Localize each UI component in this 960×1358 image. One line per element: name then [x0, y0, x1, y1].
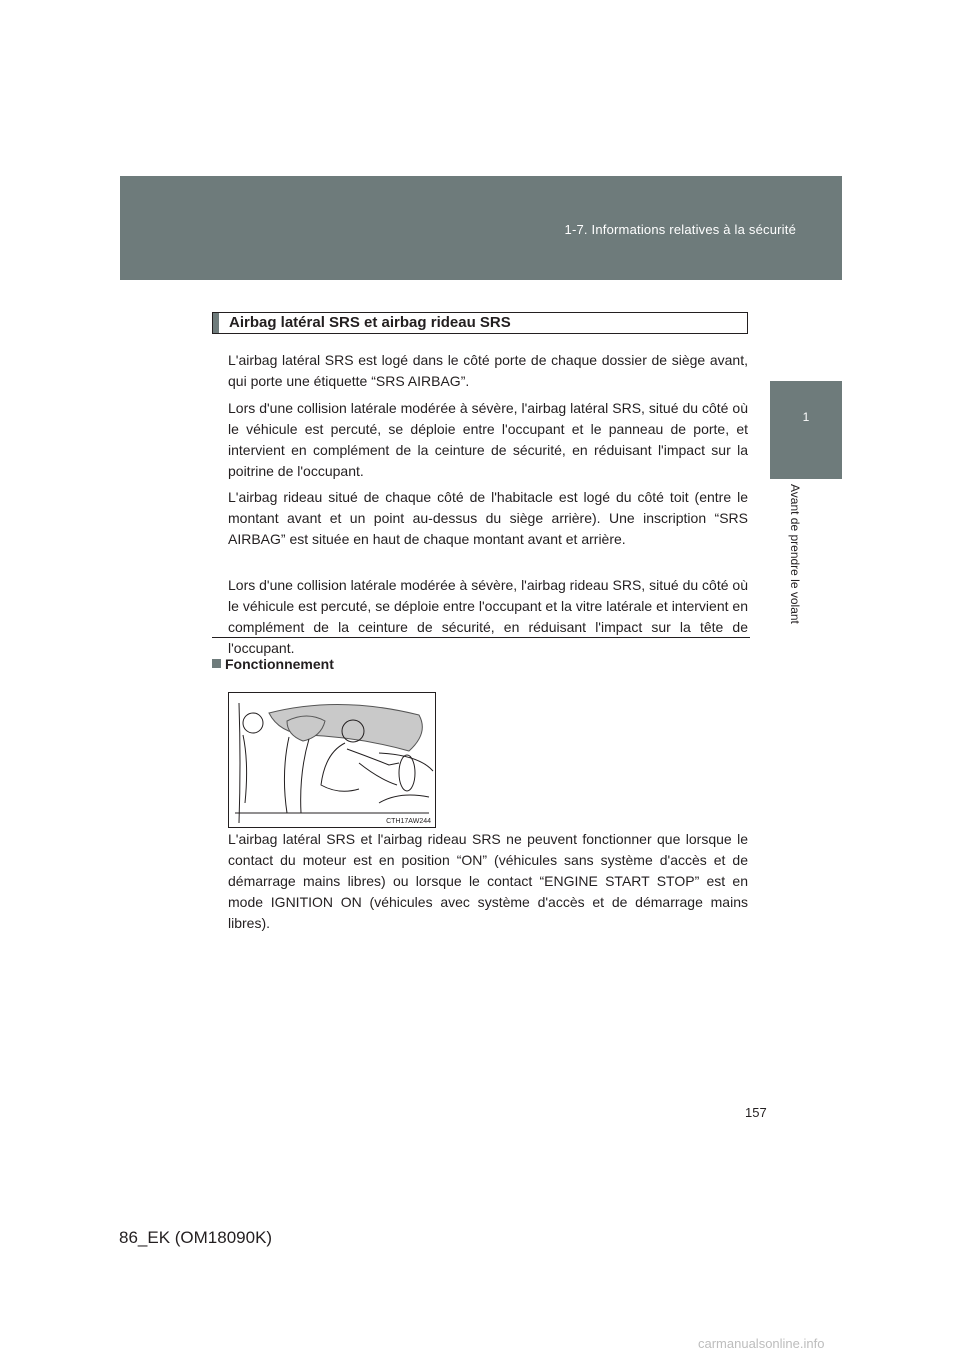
paragraph: L'airbag latéral SRS et l'airbag rideau SRS ne peuvent fonctionner que lorsque le contact du moteur est en position “ON” (véhicules sans système d'accès et de démarrage mains libres) ou lorsque le contact “ENGINE START STOP” est en mode IGNITION ON (véhicules avec système d'accès et de démarrage mains libres).: [228, 831, 748, 931]
section-heading-box: [212, 312, 748, 334]
header-band: [120, 176, 842, 280]
paragraph: Lors d'une collision latérale modérée à sévère, l'airbag latéral SRS, situé du côté où le véhicule est percuté, se déploie entre l'occupant et le panneau de porte, et intervient en complément de la ceinture de sécurité, en réduisant l'impact sur la poitrine de l'occupant.: [228, 400, 748, 479]
page-number: 157: [745, 1105, 767, 1120]
chapter-label: Avant de prendre le volant: [788, 484, 802, 624]
airbag-illustration: [228, 692, 436, 828]
section-divider: [212, 637, 750, 638]
document-code: 86_EK (OM18090K): [119, 1228, 273, 1247]
subsection-heading: [212, 656, 334, 672]
watermark: carmanualsonline.info: [698, 1336, 825, 1351]
paragraph: Lors d'une collision latérale modérée à sévère, l'airbag rideau SRS, situé du côté où le véhicule est percuté, se déploie entre l'occupant et la vitre latérale et intervient en complément de la ceinture de sécurité, en réduisant l'impact sur la tête de l'occupant.: [228, 577, 748, 656]
bullet-square-icon: [212, 659, 221, 668]
paragraph: L'airbag latéral SRS est logé dans le côté porte de chaque dossier de siège avant, qui porte une étiquette “SRS AIRBAG”.: [228, 352, 748, 389]
section-title: Airbag latéral SRS et airbag rideau SRS: [229, 314, 511, 331]
subsection-title: Fonctionnement: [225, 656, 334, 672]
chapter-number: 1: [802, 410, 810, 424]
paragraph: L'airbag rideau situé de chaque côté de l'habitacle est logé du côté toit (entre le montant avant et un point au-dessus du siège arrière). Une inscription “SRS AIRBAG” est située en haut de chaque montant avant et arrière.: [228, 489, 748, 547]
figure-code: CTH17AW244: [386, 818, 431, 825]
chapter-tab: [770, 381, 842, 479]
section-breadcrumb: 1-7. Informations relatives à la sécurité: [564, 222, 796, 237]
car-interior-airbag-icon: [229, 693, 435, 827]
